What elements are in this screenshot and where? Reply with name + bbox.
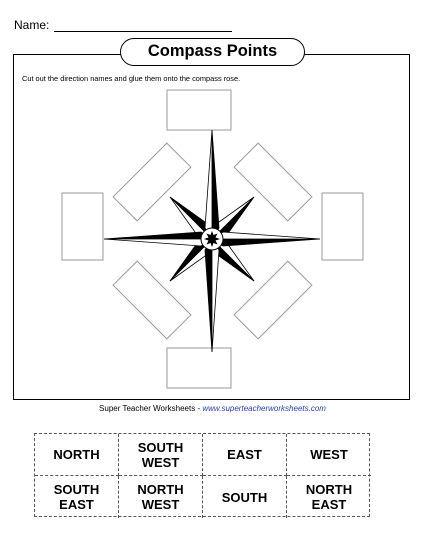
card-north[interactable]: NORTH bbox=[35, 434, 119, 476]
card-south-west[interactable]: SOUTH WEST bbox=[119, 434, 203, 476]
label-box-northeast bbox=[234, 143, 312, 221]
label-box-south bbox=[167, 348, 231, 388]
card-north-east[interactable]: NORTH EAST bbox=[305, 482, 353, 512]
card-south[interactable]: SOUTH bbox=[203, 476, 287, 518]
compass-star bbox=[104, 130, 320, 352]
card-north-west[interactable]: NORTH WEST bbox=[119, 476, 203, 518]
cut-out-cards bbox=[34, 433, 370, 517]
label-box-north bbox=[167, 90, 231, 130]
card-south-east[interactable]: SOUTH EAST bbox=[35, 476, 119, 518]
label-box-east bbox=[322, 193, 363, 260]
footer-url[interactable]: www.superteacherworksheets.com bbox=[202, 404, 326, 413]
label-box-west bbox=[62, 193, 103, 260]
name-label: Name: bbox=[14, 18, 50, 32]
card-west[interactable]: WEST bbox=[287, 434, 371, 476]
footer bbox=[0, 404, 425, 413]
footer-brand: Super Teacher Worksheets - bbox=[99, 404, 203, 413]
worksheet-title: Compass Points bbox=[120, 38, 305, 66]
instructions: Cut out the direction names and glue them onto the compass rose. bbox=[22, 74, 241, 83]
card-east[interactable]: EAST bbox=[203, 434, 287, 476]
